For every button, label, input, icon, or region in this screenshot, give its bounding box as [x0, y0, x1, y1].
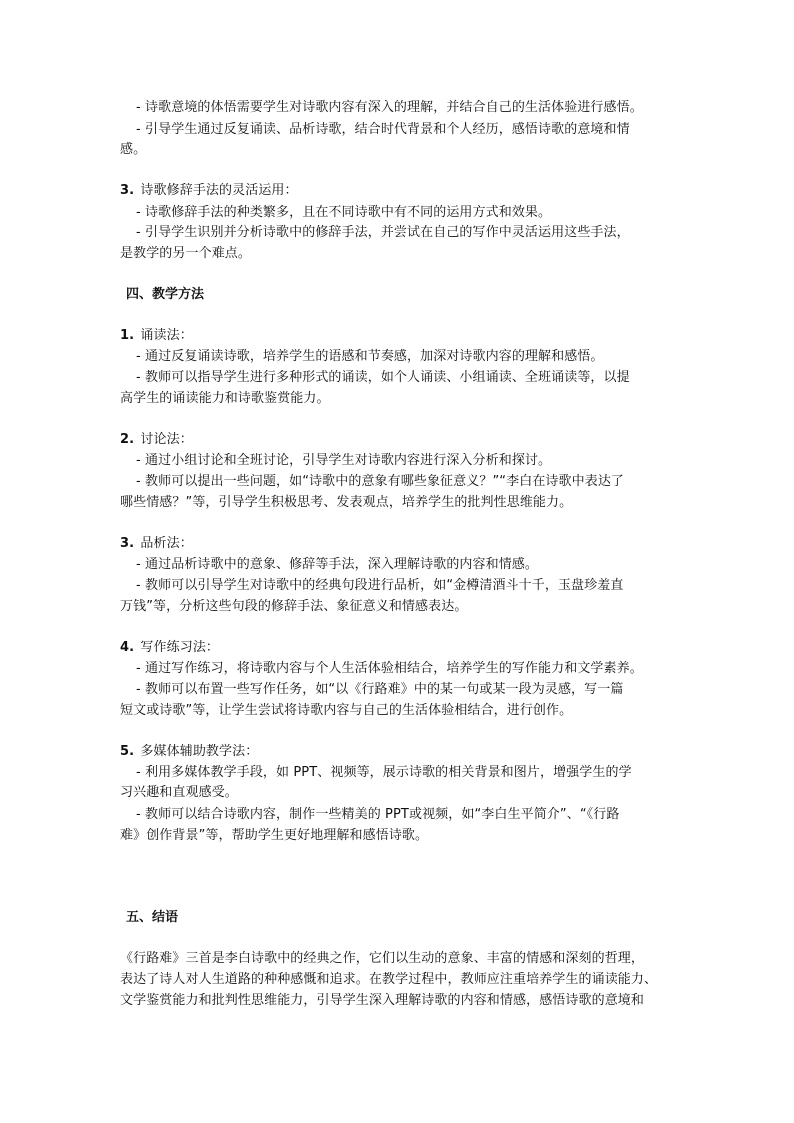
method-1-point-b-cont: 高学生的诵读能力和诗歌鉴赏能力。	[120, 391, 330, 406]
method-1-title	[120, 325, 193, 347]
s3-item2-point-a: - 诗歌意境的体悟需要学生对诗歌内容有深入的理解，并结合自己的生活体验进行感悟。	[136, 100, 643, 115]
s3-item3-point-a: - 诗歌修辞手法的种类繁多，且在不同诗歌中有不同的运用方式和效果。	[136, 205, 552, 220]
method-2-title	[120, 429, 193, 451]
method-2-point-a: - 通过小组讨论和全班讨论，引导学生对诗歌内容进行深入分析和探讨。	[136, 453, 552, 468]
section-4-heading: 四、教学方法	[126, 287, 205, 302]
method-4-title	[120, 637, 219, 659]
method-3-point-a: - 通过品析诗歌中的意象、修辞等手法，深入理解诗歌的内容和情感。	[136, 557, 539, 572]
method-5-number: 5.	[120, 744, 135, 759]
method-1-point-b: - 教师可以指导学生进行多种形式的诵读，如个人诵读、小组诵读、全班诵读等，以提	[136, 370, 630, 385]
section-5-heading: 五、结语	[126, 910, 179, 925]
method-2-title-text: 讨论法：	[140, 432, 193, 447]
method-4-point-a: - 通过写作练习，将诗歌内容与个人生活体验相结合，培养学生的写作能力和文学素养。	[136, 661, 643, 676]
method-4-point-b-cont: 短文或诗歌”等，让学生尝试将诗歌内容与自己的生活体验相结合，进行创作。	[120, 703, 573, 718]
method-3-number: 3.	[120, 536, 135, 551]
method-1-point-a: - 通过反复诵读诗歌，培养学生的语感和节奏感，加深对诗歌内容的理解和感悟。	[136, 349, 604, 364]
s3-item2-point-b-cont: 感。	[120, 142, 147, 157]
method-5-title	[120, 741, 258, 763]
conclusion-line-3: 文学鉴赏能力和批判性思维能力，引导学生深入理解诗歌的内容和情感，感悟诗歌的意境和	[120, 993, 645, 1008]
method-5-point-a-cont: 习兴趣和直观感受。	[120, 785, 238, 800]
method-4-number: 4.	[120, 640, 135, 655]
method-3-point-b: - 教师可以引导学生对诗歌中的经典句段进行品析，如“金樽清酒斗十千，玉盘珍羞直	[136, 578, 624, 593]
method-5-point-a: - 利用多媒体教学手段，如 PPT、视频等，展示诗歌的相关背景和图片，增强学生的学	[136, 765, 632, 780]
conclusion-line-1: 《行路难》三首是李白诗歌中的经典之作，它们以生动的意象、丰富的情感和深刻的哲理，	[120, 951, 645, 966]
conclusion-line-2: 表达了诗人对人生道路的种种感慨和追求。在教学过程中，教师应注重培养学生的诵读能力、	[120, 972, 658, 987]
s3-item3-title-text: 诗歌修辞手法的灵活运用：	[140, 183, 298, 198]
method-5-point-b-cont: 难》创作背景”等，帮助学生更好地理解和感悟诗歌。	[120, 828, 429, 843]
method-3-title-text: 品析法：	[140, 536, 193, 551]
method-3-point-b-cont: 万钱”等，分析这些句段的修辞手法、象征意义和情感表达。	[120, 599, 468, 614]
s3-item2-point-b: - 引导学生通过反复诵读、品析诗歌，结合时代背景和个人经历，感悟诗歌的意境和情	[136, 122, 630, 137]
s3-item3-point-b-cont: 是教学的另一个难点。	[120, 246, 252, 261]
method-5-point-b: - 教师可以结合诗歌内容，制作一些精美的 PPT或视频，如“李白生平简介”、“《行路	[136, 807, 620, 822]
method-4-title-text: 写作练习法：	[140, 640, 220, 655]
s3-item3-title	[120, 180, 298, 202]
method-3-title	[120, 533, 193, 555]
method-2-point-b-cont: 哪些情感？”等，引导学生积极思考、发表观点，培养学生的批判性思维能力。	[120, 495, 573, 510]
method-1-number: 1.	[120, 328, 135, 343]
s3-item3-point-b: - 引导学生识别并分析诗歌中的修辞手法，并尝试在自己的写作中灵活运用这些手法，	[136, 225, 630, 240]
method-1-title-text: 诵读法：	[140, 328, 193, 343]
method-5-title-text: 多媒体辅助教学法：	[140, 744, 259, 759]
method-4-point-b: - 教师可以布置一些写作任务，如“以《行路难》中的某一句或某一段为灵感，写一篇	[136, 682, 624, 697]
method-2-number: 2.	[120, 432, 135, 447]
method-2-point-b: - 教师可以提出一些问题，如“诗歌中的意象有哪些象征意义？”“李白在诗歌中表达了	[136, 474, 625, 489]
s3-item3-number: 3.	[120, 183, 135, 198]
